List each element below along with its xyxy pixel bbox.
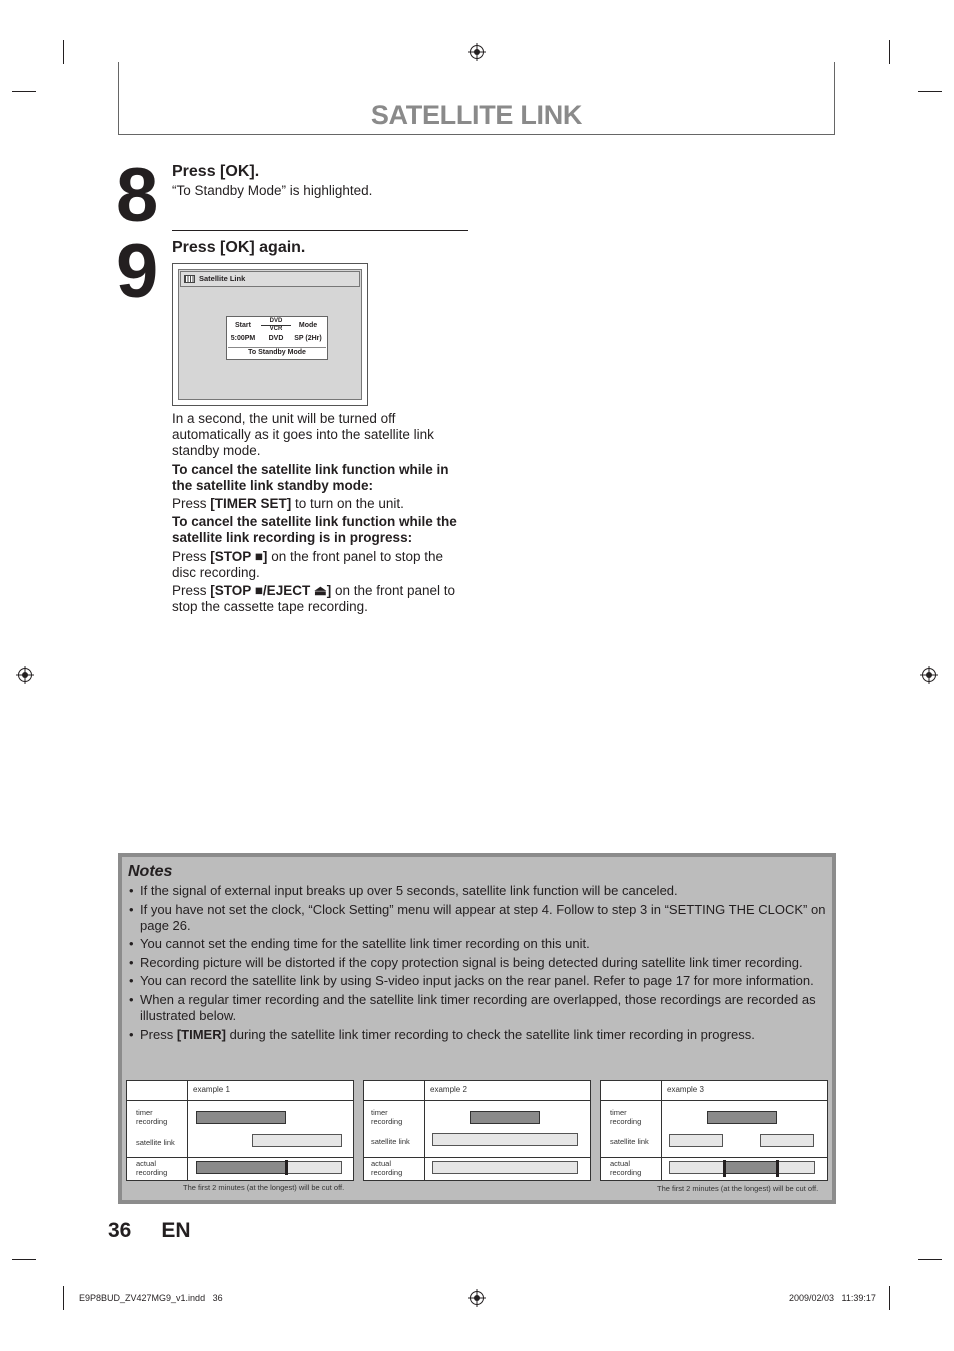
actual-timer-segment [196, 1161, 288, 1174]
step-8-text: “To Standby Mode” is highlighted. [172, 183, 373, 198]
cancel-standby-instruction: Press [TIMER SET] to turn on the unit. [172, 496, 404, 511]
osd-standby-label: To Standby Mode [248, 349, 306, 356]
registration-mark-icon [922, 668, 936, 682]
example-1-diagram [126, 1080, 354, 1181]
example-3-label: example 3 [667, 1085, 704, 1094]
example-2-diagram [363, 1080, 591, 1181]
example-3-diagram [600, 1080, 828, 1181]
note-item: • Press [TIMER] during the satellite link timer recording to check the satellite link timer recording in progress. [126, 1027, 826, 1043]
satellite-link-icon [184, 275, 195, 283]
page-number: 36 EN [108, 1219, 191, 1242]
timer-bar [707, 1111, 777, 1124]
step-divider [172, 230, 468, 231]
timer-set-key: [TIMER SET] [210, 496, 292, 511]
cut-marker [723, 1160, 726, 1177]
crop-mark [889, 40, 890, 64]
actual-bar [432, 1161, 578, 1174]
registration-mark-icon [470, 1291, 484, 1305]
osd-val-source: DVD [268, 335, 284, 342]
example-3-cut-note: The first 2 minutes (at the longest) will be cut off. [657, 1184, 819, 1193]
notes-title: Notes [128, 863, 173, 880]
osd-col-start: Start [235, 322, 251, 329]
note-item: • If you have not set the clock, “Clock Setting” menu will appear at step 4. Follow to step 3 in “SETTING THE CLOCK” on page 26. [126, 902, 826, 934]
row-timer-label: timer recording [371, 1108, 403, 1126]
crop-mark [12, 1259, 36, 1260]
row-sat-label: satellite link [371, 1137, 410, 1146]
crop-mark [12, 91, 36, 92]
stop-disc-instruction: Press [STOP ■] on the front panel to stop the disc recording. [172, 549, 444, 580]
cancel-standby-heading: To cancel the satellite link function while in the satellite link standby mode: [172, 462, 449, 493]
example-2-label: example 2 [430, 1085, 467, 1094]
timer-bar [196, 1111, 286, 1124]
title-frame [118, 62, 835, 135]
step-9-paragraph: In a second, the unit will be turned off automatically as it goes into the satellite link standby mode. [172, 411, 434, 458]
crop-mark [918, 91, 942, 92]
stop-tape-instruction: Press [STOP ■/EJECT ⏏] on the front panel to stop the cassette tape recording. [172, 583, 456, 614]
osd-col-source-bottom: VCR [261, 325, 291, 333]
example-1-label: example 1 [193, 1085, 230, 1094]
crop-mark [889, 1286, 890, 1310]
osd-col-mode: Mode [298, 322, 318, 329]
crop-mark [63, 40, 64, 64]
osd-col-source-top: DVD [269, 318, 283, 324]
crop-mark [63, 1286, 64, 1310]
osd-title: Satellite Link [199, 274, 246, 283]
row-actual-label: actual recording [610, 1159, 642, 1177]
note-item: • You can record the satellite link by using S-video input jacks on the rear panel. Refer to page 17 for more information. [126, 973, 826, 989]
cut-marker [285, 1160, 288, 1175]
note-item: • When a regular timer recording and the satellite link timer recording are overlapped, those recordings are recorded as illustrated below. [126, 992, 826, 1024]
registration-mark-icon [470, 45, 484, 59]
stop-key: [STOP ■] [210, 549, 268, 564]
cancel-recording-heading: To cancel the satellite link function while the satellite link recording is in progress: [172, 514, 457, 545]
stop-eject-key: [STOP ■/EJECT ⏏] [210, 583, 332, 598]
row-sat-label: satellite link [610, 1137, 649, 1146]
notes-list [126, 883, 826, 1045]
sat-bar [252, 1134, 342, 1147]
footer-datetime: 2009/02/03 11:39:17 [789, 1293, 876, 1303]
step-8-heading: Press [OK]. [172, 163, 260, 180]
row-timer-label: timer recording [610, 1108, 642, 1126]
sat-bar [432, 1133, 578, 1146]
osd-dialog [226, 316, 328, 360]
step-9-number: 9 [116, 229, 157, 314]
osd-standby-option[interactable] [228, 347, 326, 358]
row-actual-label: actual recording [371, 1159, 403, 1177]
osd-val-start: 5:00PM [230, 335, 256, 342]
note-item: • Recording picture will be distorted if the copy protection signal is being detected during satellite link timer recording. [126, 955, 826, 971]
sat-bar [669, 1134, 723, 1147]
footer-file: E9P8BUD_ZV427MG9_v1.indd 36 [79, 1293, 223, 1303]
registration-mark-icon [18, 668, 32, 682]
sat-bar [760, 1134, 814, 1147]
osd-val-mode: SP (2Hr) [294, 335, 322, 342]
timer-key: [TIMER] [176, 1026, 226, 1042]
language-code: EN [161, 1219, 191, 1242]
row-timer-label: timer recording [136, 1108, 168, 1126]
note-item: • You cannot set the ending time for the satellite link timer recording on this unit. [126, 936, 826, 952]
step-9-heading: Press [OK] again. [172, 239, 306, 256]
note-item: • If the signal of external input breaks up over 5 seconds, satellite link function will be canceled. [126, 883, 826, 899]
actual-timer-segment [725, 1161, 778, 1174]
page-title: SATELLITE LINK [370, 100, 583, 130]
cut-marker [776, 1160, 779, 1177]
timer-bar [470, 1111, 540, 1124]
osd-title-bar [180, 271, 360, 287]
example-1-cut-note: The first 2 minutes (at the longest) will be cut off. [183, 1183, 345, 1192]
row-sat-label: satellite link [136, 1138, 175, 1147]
crop-mark [918, 1259, 942, 1260]
step-8-number: 8 [116, 153, 157, 238]
osd-screen [172, 263, 368, 406]
row-actual-label: actual recording [136, 1159, 168, 1177]
